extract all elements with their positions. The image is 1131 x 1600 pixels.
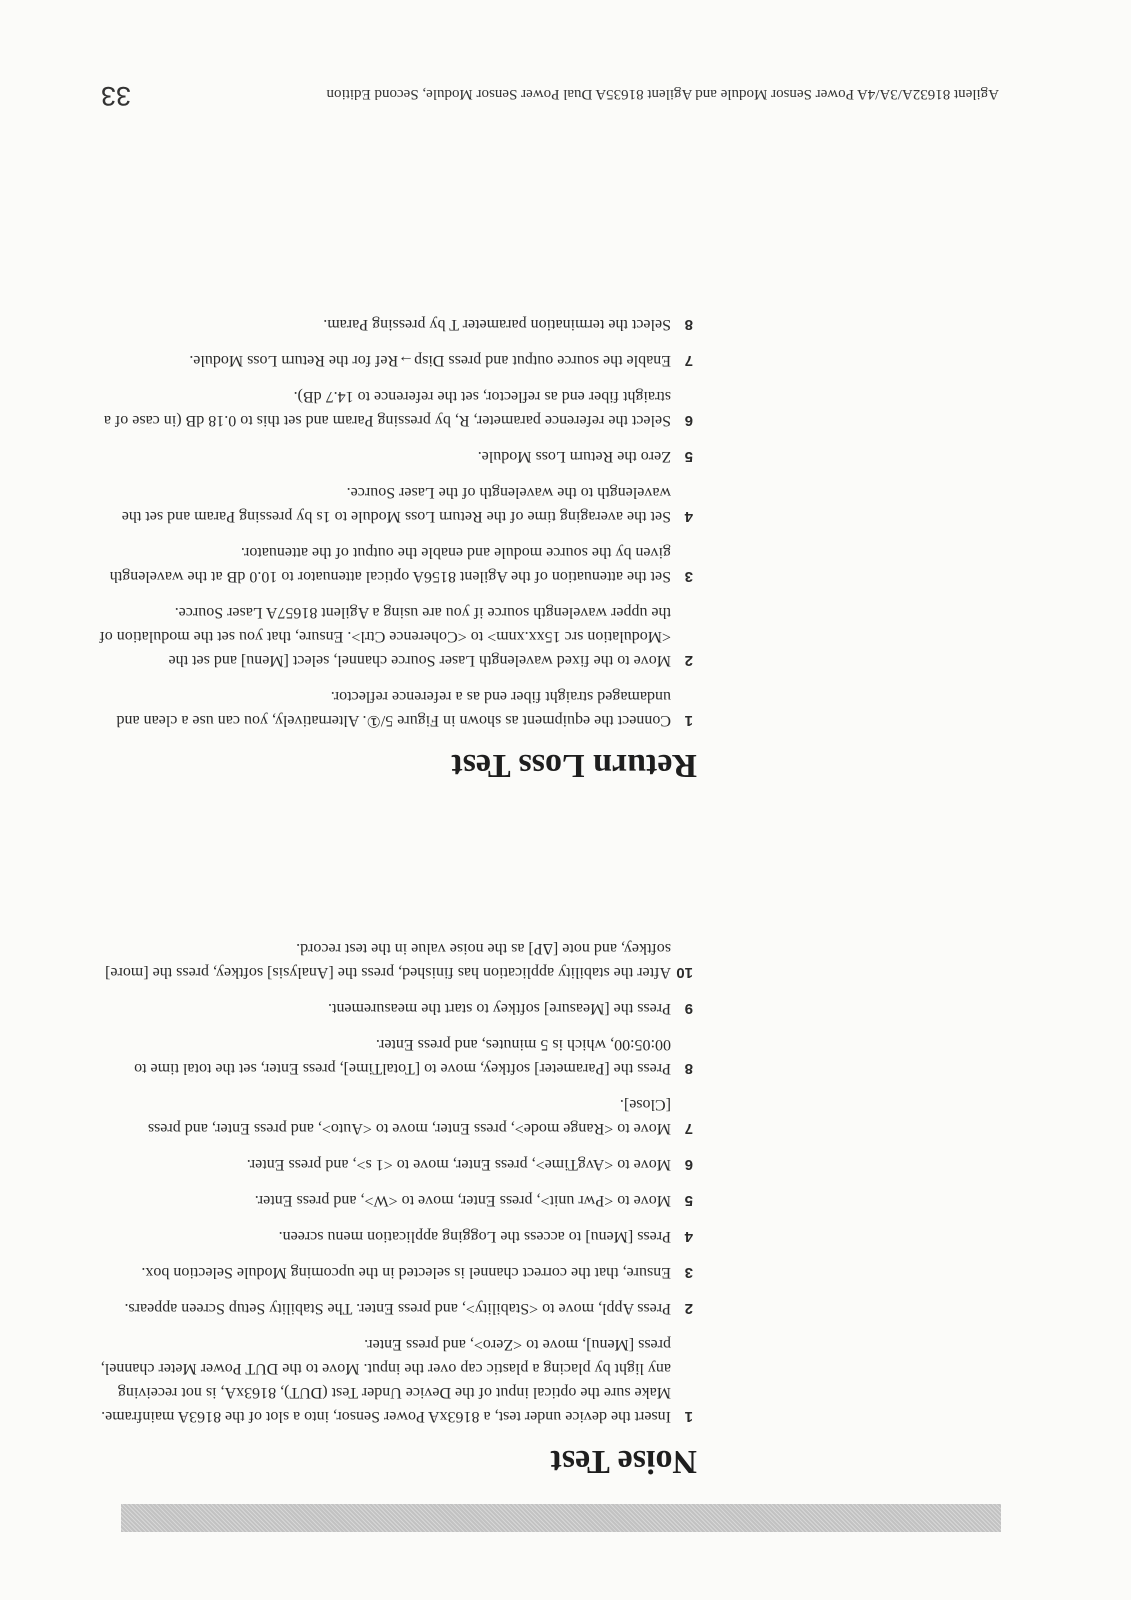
noise-test-steps (93, 936, 693, 1428)
noise-step (93, 1032, 693, 1080)
page-number: 33 (100, 81, 131, 111)
step-text: Insert the device under test, a 8163xA Power Sensor, into a slot of the 8163A mainframe. Make sure the optical input of the Device Under Test (DUT), 8163xA, is not receiving any light by placing a plastic cap over the input. Move to the DUT Power Meter channel, press [Menu], move to <Zero>, and press Enter. (100, 1336, 671, 1425)
return-loss-test-steps (93, 312, 693, 732)
return-loss-step (93, 600, 693, 672)
step-number: 8 (684, 316, 693, 333)
step-text: Select the reference parameter, R, by pressing Param and set this to 0.18 dB (in case of a straight fiber end as reflector, set the reference to 14.7 dB). (103, 388, 671, 429)
noise-step (93, 1188, 693, 1212)
step-text: Move to <Pwr unit>, press Enter, move to <W>, and press Enter. (254, 1192, 671, 1209)
step-number: 3 (684, 568, 693, 585)
step-number: 3 (684, 1264, 693, 1281)
step-text: Press [Menu] to access the Logging application menu screen. (278, 1228, 671, 1245)
step-text: Set the attenuation of the Agilent 8156A optical attenuator to 10.0 dB at the wavelength given by the source module and enable the output of the attenuator. (109, 544, 671, 585)
step-number: 5 (684, 1192, 693, 1209)
return-loss-step (93, 540, 693, 588)
header-band (121, 1504, 1001, 1532)
noise-step (93, 1224, 693, 1248)
return-loss-step (93, 384, 693, 432)
return-loss-test-heading: Return Loss Test (451, 747, 697, 784)
step-number: 7 (684, 352, 693, 369)
step-number: 2 (684, 652, 693, 669)
step-text: Move to the fixed wavelength Laser Source channel, select [Menu] and set the <Modulation src 15xx.xnm> to <Coherence Ctrl>. Ensure, that you set the modulation of the upper wavelength source if you are using a Agilent 81657A Laser Source. (99, 604, 671, 669)
footer-text: Agilent 81632A/3A/4A Power Sensor Module and Agilent 81635A Dual Power Sensor Module, Second Edition (326, 86, 999, 102)
step-text: Zero the Return Loss Module. (477, 448, 671, 465)
step-number: 1 (684, 712, 693, 729)
step-number: 4 (684, 1228, 693, 1245)
step-number: 9 (684, 1000, 693, 1017)
return-loss-step (93, 348, 693, 372)
step-text: Enable the source output and press Disp→Ref for the Return Loss Module. (189, 352, 671, 369)
step-text: Select the termination parameter T by pressing Param. (323, 316, 671, 333)
page-footer (0, 80, 1131, 112)
step-text: Move to <Range mode>, press Enter, move to <Auto>, and press Enter, and press [Close]. (147, 1096, 671, 1137)
noise-test-heading: Noise Test (550, 1443, 697, 1480)
step-number: 2 (684, 1300, 693, 1317)
step-number: 6 (684, 1156, 693, 1173)
step-text: Set the averaging time of the Return Loss Module to 1s by pressing Param and set the wavelength to the wavelength of the Laser Source. (121, 484, 671, 525)
step-text: Move to <AvgTime>, press Enter, move to <1 s>, and press Enter. (246, 1156, 671, 1173)
step-number: 10 (676, 964, 693, 981)
step-number: 7 (684, 1120, 693, 1137)
return-loss-step (93, 312, 693, 336)
noise-step (93, 996, 693, 1020)
step-number: 1 (684, 1408, 693, 1425)
noise-step (93, 1296, 693, 1320)
step-number: 6 (684, 412, 693, 429)
noise-step (93, 1152, 693, 1176)
step-text: Press Appl, move to <Stability>, and press Enter. The Stability Setup Screen appears. (124, 1300, 671, 1317)
step-number: 5 (684, 448, 693, 465)
return-loss-step (93, 444, 693, 468)
step-text: Press the [Parameter] softkey, move to [TotalTime], press Enter, set the total time to 00:05:00, which is 5 minutes, and press Enter. (134, 1036, 671, 1077)
step-text: Connect the equipment as shown in Figure 5/①. Alternatively, you can use a clean and undamaged straight fiber end as a reference reflector. (116, 688, 671, 729)
return-loss-step (93, 480, 693, 528)
noise-step (93, 1332, 693, 1428)
return-loss-step (93, 684, 693, 732)
noise-step (93, 1260, 693, 1284)
noise-step (93, 1092, 693, 1140)
step-number: 8 (684, 1060, 693, 1077)
noise-step (93, 936, 693, 984)
step-text: Ensure, that the correct channel is selected in the upcoming Module Selection box. (141, 1264, 671, 1281)
step-number: 4 (684, 508, 693, 525)
step-text: After the stability application has finished, press the [Analysis] softkey, press the [more] softkey, and note [ΔP] as the noise value in the test record. (105, 940, 671, 981)
step-text: Press the [Measure] softkey to start the measurement. (327, 1000, 671, 1017)
